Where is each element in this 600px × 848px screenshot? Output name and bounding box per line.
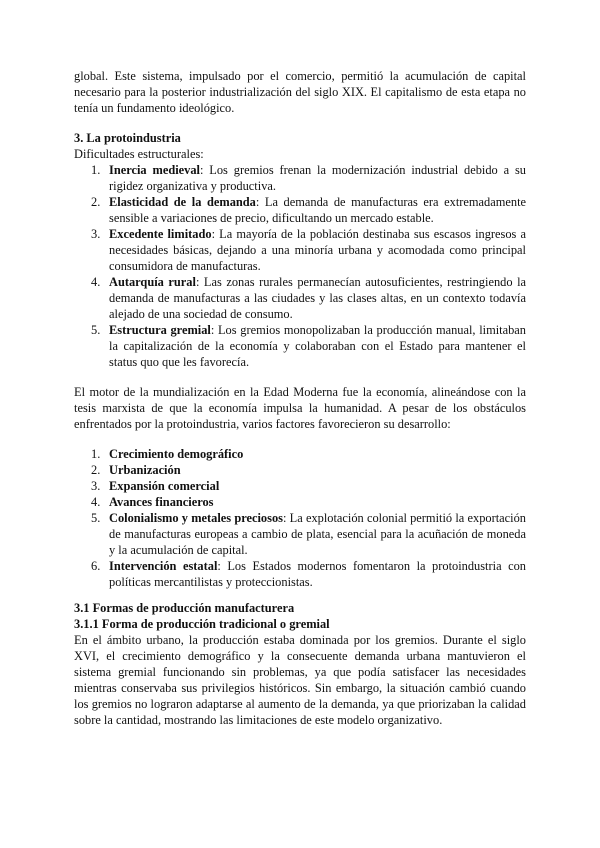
list-item: 3. Expansión comercial	[91, 479, 220, 493]
section-3-1-1-title: 3.1.1 Forma de producción tradicional o gremial	[74, 617, 330, 631]
item-term: Colonialismo y metales preciosos	[109, 511, 283, 525]
item-term: Autarquía rural	[109, 275, 196, 289]
difficulties-list	[74, 162, 526, 370]
item-text: : Los Estados modernos fomentaron la protoindustria con políticas mercantilistas y proteccionistas.	[109, 559, 526, 589]
section-3-title: 3. La protoindustria	[74, 131, 181, 145]
item-text: : La explotación colonial permitió la exportación de manufacturas europeas a cambio de plata, esencial para la acuñación de moneda y la acumulación de capital.	[109, 511, 526, 557]
list-item: 4. Avances financieros	[91, 495, 214, 509]
item-term: Estructura gremial	[109, 323, 211, 337]
item-text: : La mayoría de la población destinaba sus escasos ingresos a necesidades básicas, dejando a una minoría urbana y acomodada como principal consumidora de manufacturas.	[109, 227, 527, 273]
list-item: 2. Elasticidad de la demanda: La demanda de manufacturas era extremadamente sensible a variaciones de precio, dificultando un mercado estable.	[91, 195, 527, 225]
motor-paragraph: El motor de la mundialización en la Edad Moderna fue la economía, alineándose con la tesis marxista de que la economía impulsa la humanidad. A pesar de los obstáculos enfrentados por la protoindustria, varios factores favorecieron su desarrollo:	[74, 385, 526, 431]
section-3-subtitle: Dificultades estructurales:	[74, 147, 204, 161]
list-item: 6. Intervención estatal: Los Estados modernos fomentaron la protoindustria con políticas mercantilistas y proteccionistas.	[91, 559, 526, 589]
list-item: 1. Crecimiento demográfico	[91, 447, 244, 461]
factors-list	[74, 446, 526, 590]
section-3-1-title: 3.1 Formas de producción manufacturera	[74, 601, 295, 615]
item-term: Crecimiento demográfico	[109, 447, 244, 461]
document-page	[74, 68, 526, 728]
item-text: : Los gremios monopolizaban la producción manual, limitaban la capitalización de la economía y colaboraban con el Estado para mantener el status quo que les favorecía.	[109, 323, 526, 369]
item-term: Intervención estatal	[109, 559, 218, 573]
item-term: Elasticidad de la demanda	[109, 195, 256, 209]
item-term: Urbanización	[109, 463, 181, 477]
list-item: 5. Estructura gremial: Los gremios monopolizaban la producción manual, limitaban la capitalización de la economía y colaboraban con el Estado para mantener el status quo que les favorecía.	[91, 323, 526, 369]
intro-paragraph: global. Este sistema, impulsado por el comercio, permitió la acumulación de capital necesario para la posterior industrialización del siglo XIX. El capitalismo de esta etapa no tenía un fundamento ideológico.	[74, 69, 526, 115]
list-item: 3. Excedente limitado: La mayoría de la población destinaba sus escasos ingresos a necesidades básicas, dejando a una minoría urbana y acomodada como principal consumidora de manufacturas.	[91, 227, 527, 273]
section-3-1-1-paragraph: En el ámbito urbano, la producción estaba dominada por los gremios. Durante el siglo XVI, el crecimiento demográfico y la consecuente demanda urbana mantuvieron el sistema gremial funcionando sin problemas, ya que podía satisfacer las necesidades mientras conservaba sus privilegios históricos. Sin embargo, la situación cambió cuando los gremios no lograron adaptarse al aumento de la demanda, ya que priorizaban la calidad sobre la cantidad, mostrando las limitaciones de este modelo organizativo.	[74, 633, 526, 727]
item-term: Avances financieros	[109, 495, 214, 509]
list-item: 1. Inercia medieval: Los gremios frenan la modernización industrial debido a su rigidez organizativa y productiva.	[91, 163, 526, 193]
item-term: Expansión comercial	[109, 479, 220, 493]
item-term: Excedente limitado	[109, 227, 212, 241]
item-term: Inercia medieval	[109, 163, 200, 177]
item-text: : La demanda de manufacturas era extremadamente sensible a variaciones de precio, dificultando un mercado estable.	[109, 195, 527, 225]
item-text: : Los gremios frenan la modernización industrial debido a su rigidez organizativa y productiva.	[109, 163, 526, 193]
list-item: 5. Colonialismo y metales preciosos: La explotación colonial permitió la exportación de manufacturas europeas a cambio de plata, esencial para la acuñación de moneda y la acumulación de capital.	[91, 511, 526, 557]
item-text: : Las zonas rurales permanecían autosuficientes, restringiendo la demanda de manufacturas a las ciudades y las clases altas, en un contexto todavía alejado de una sociedad de consumo.	[109, 275, 527, 321]
list-item: 2. Urbanización	[91, 463, 181, 477]
list-item: 4. Autarquía rural: Las zonas rurales permanecían autosuficientes, restringiendo la demanda de manufacturas a las ciudades y las clases altas, en un contexto todavía alejado de una sociedad de consumo.	[91, 275, 527, 321]
